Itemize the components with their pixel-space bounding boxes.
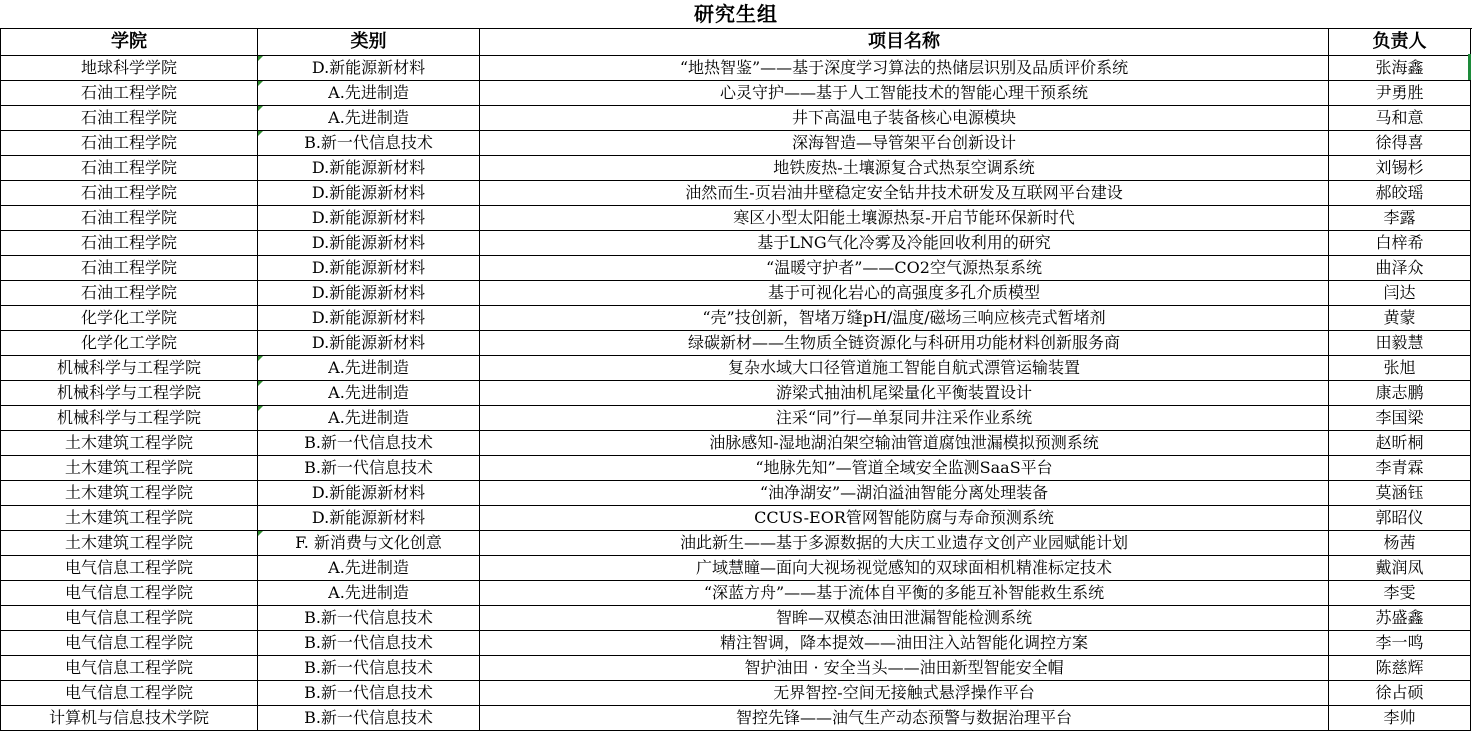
header-project[interactable]: 项目名称	[480, 29, 1329, 56]
cell-category[interactable]: D.新能源新材料	[258, 231, 480, 256]
cell-leader[interactable]: 杨茜	[1329, 531, 1471, 556]
table-row	[1, 656, 1471, 681]
cell-college[interactable]: 石油工程学院	[1, 281, 258, 306]
cell-category[interactable]: D.新能源新材料	[258, 306, 480, 331]
cell-leader[interactable]: 李青霖	[1329, 456, 1471, 481]
cell-project[interactable]: “地热智鉴”——基于深度学习算法的热储层识别及品质评价系统	[480, 56, 1329, 81]
cell-category[interactable]: B.新一代信息技术	[258, 631, 480, 656]
sheet-title: 研究生组	[0, 0, 1472, 29]
cell-college[interactable]: 机械科学与工程学院	[1, 406, 258, 431]
cell-project[interactable]: 井下高温电子装备核心电源模块	[480, 106, 1329, 131]
table-row	[1, 131, 1471, 156]
cell-project[interactable]: 油脉感知-湿地湖泊架空输油管道腐蚀泄漏模拟预测系统	[480, 431, 1329, 456]
cell-college[interactable]: 土木建筑工程学院	[1, 506, 258, 531]
cell-category[interactable]: B.新一代信息技术	[258, 656, 480, 681]
cell-category[interactable]: A.先进制造	[258, 556, 480, 581]
table-row	[1, 156, 1471, 181]
table-row	[1, 81, 1471, 106]
cell-project[interactable]: “壳”技创新，智堵万缝pH/温度/磁场三响应核壳式暂堵剂	[480, 306, 1329, 331]
cell-project[interactable]: 注采“同”行—单泵同井注采作业系统	[480, 406, 1329, 431]
cell-category[interactable]: D.新能源新材料	[258, 331, 480, 356]
cell-leader[interactable]: 莫涵钰	[1329, 481, 1471, 506]
table-row	[1, 206, 1471, 231]
cell-project[interactable]: 复杂水域大口径管道施工智能自航式漂管运输装置	[480, 356, 1329, 381]
cell-leader[interactable]: 赵昕桐	[1329, 431, 1471, 456]
cell-project[interactable]: 无界智控-空间无接触式悬浮操作平台	[480, 681, 1329, 706]
cell-college[interactable]: 计算机与信息技术学院	[1, 706, 258, 731]
table-row	[1, 456, 1471, 481]
cell-project[interactable]: 深海智造—导管架平台创新设计	[480, 131, 1329, 156]
cell-college[interactable]: 石油工程学院	[1, 181, 258, 206]
cell-category[interactable]: D.新能源新材料	[258, 56, 480, 81]
cell-leader[interactable]: 李帅	[1329, 706, 1471, 731]
cell-category[interactable]: B.新一代信息技术	[258, 431, 480, 456]
table-row	[1, 531, 1471, 556]
cell-category[interactable]: A.先进制造	[258, 406, 480, 431]
table-row	[1, 481, 1471, 506]
cell-project[interactable]: “油净湖安”—湖泊溢油智能分离处理装备	[480, 481, 1329, 506]
cell-college[interactable]: 土木建筑工程学院	[1, 456, 258, 481]
cell-category[interactable]: B.新一代信息技术	[258, 706, 480, 731]
cell-college[interactable]: 电气信息工程学院	[1, 631, 258, 656]
cell-college[interactable]: 机械科学与工程学院	[1, 381, 258, 406]
cell-category[interactable]: B.新一代信息技术	[258, 681, 480, 706]
cell-leader[interactable]: 郝皎瑶	[1329, 181, 1471, 206]
cell-college[interactable]: 电气信息工程学院	[1, 656, 258, 681]
cell-project[interactable]: 智眸—双模态油田泄漏智能检测系统	[480, 606, 1329, 631]
cell-category[interactable]: D.新能源新材料	[258, 206, 480, 231]
cell-category[interactable]: D.新能源新材料	[258, 181, 480, 206]
cell-leader[interactable]: 陈慈辉	[1329, 656, 1471, 681]
table-row	[1, 681, 1471, 706]
cell-project[interactable]: 游梁式抽油机尾梁量化平衡装置设计	[480, 381, 1329, 406]
cell-leader[interactable]: 曲泽众	[1329, 256, 1471, 281]
cell-category[interactable]: D.新能源新材料	[258, 156, 480, 181]
cell-project[interactable]: 油此新生——基于多源数据的大庆工业遗存文创产业园赋能计划	[480, 531, 1329, 556]
table-row	[1, 181, 1471, 206]
cell-category[interactable]: A.先进制造	[258, 356, 480, 381]
table-row	[1, 231, 1471, 256]
cell-leader[interactable]: 徐占硕	[1329, 681, 1471, 706]
cell-leader[interactable]: 李雯	[1329, 581, 1471, 606]
table-row	[1, 306, 1471, 331]
cell-project[interactable]: 寒区小型太阳能土壤源热泵-开启节能环保新时代	[480, 206, 1329, 231]
cell-leader[interactable]: 徐得喜	[1329, 131, 1471, 156]
cell-category[interactable]: A.先进制造	[258, 81, 480, 106]
cell-college[interactable]: 机械科学与工程学院	[1, 356, 258, 381]
cell-leader[interactable]: 马和意	[1329, 106, 1471, 131]
active-cell-edge	[1468, 54, 1471, 80]
cell-project[interactable]: 基于LNG气化冷雾及冷能回收利用的研究	[480, 231, 1329, 256]
cell-leader[interactable]: 李国梁	[1329, 406, 1471, 431]
cell-college[interactable]: 化学化工学院	[1, 306, 258, 331]
cell-college[interactable]: 电气信息工程学院	[1, 556, 258, 581]
cell-college[interactable]: 石油工程学院	[1, 131, 258, 156]
header-row	[1, 29, 1471, 56]
cell-project[interactable]: “深蓝方舟”——基于流体自平衡的多能互补智能救生系统	[480, 581, 1329, 606]
cell-leader[interactable]: 李一鸣	[1329, 631, 1471, 656]
cell-college[interactable]: 石油工程学院	[1, 156, 258, 181]
cell-college[interactable]: 土木建筑工程学院	[1, 531, 258, 556]
cell-category[interactable]: B.新一代信息技术	[258, 456, 480, 481]
cell-leader[interactable]: 郭昭仪	[1329, 506, 1471, 531]
cell-category[interactable]: F. 新消费与文化创意	[258, 531, 480, 556]
cell-project[interactable]: 广域慧瞳—面向大视场视觉感知的双球面相机精准标定技术	[480, 556, 1329, 581]
cell-category[interactable]: D.新能源新材料	[258, 506, 480, 531]
table-row	[1, 356, 1471, 381]
cell-category[interactable]: A.先进制造	[258, 106, 480, 131]
cell-project[interactable]: “地脉先知”—管道全域安全监测SaaS平台	[480, 456, 1329, 481]
cell-college[interactable]: 电气信息工程学院	[1, 606, 258, 631]
table-row	[1, 606, 1471, 631]
cell-project[interactable]: 智控先锋——油气生产动态预警与数据治理平台	[480, 706, 1329, 731]
cell-college[interactable]: 石油工程学院	[1, 256, 258, 281]
cell-project[interactable]: 精注智调，降本提效——油田注入站智能化调控方案	[480, 631, 1329, 656]
table-row	[1, 506, 1471, 531]
cell-category[interactable]: B.新一代信息技术	[258, 606, 480, 631]
table-row	[1, 256, 1471, 281]
cell-leader[interactable]: 康志鹏	[1329, 381, 1471, 406]
table-row	[1, 631, 1471, 656]
table-body	[1, 56, 1471, 731]
cell-college[interactable]: 石油工程学院	[1, 206, 258, 231]
cell-college[interactable]: 地球科学学院	[1, 56, 258, 81]
cell-college[interactable]: 土木建筑工程学院	[1, 431, 258, 456]
cell-college[interactable]: 化学化工学院	[1, 331, 258, 356]
cell-leader[interactable]: 田毅慧	[1329, 331, 1471, 356]
cell-leader[interactable]: 白梓希	[1329, 231, 1471, 256]
cell-leader[interactable]: 闫达	[1329, 281, 1471, 306]
cell-leader[interactable]: 张海鑫	[1329, 56, 1471, 81]
cell-category[interactable]: D.新能源新材料	[258, 481, 480, 506]
header-college[interactable]: 学院	[1, 29, 258, 56]
table-row	[1, 106, 1471, 131]
cell-project[interactable]: 心灵守护——基于人工智能技术的智能心理干预系统	[480, 81, 1329, 106]
cell-leader[interactable]: 刘锡杉	[1329, 156, 1471, 181]
table-row	[1, 431, 1471, 456]
cell-college[interactable]: 石油工程学院	[1, 106, 258, 131]
cell-college[interactable]: 石油工程学院	[1, 231, 258, 256]
table-row	[1, 56, 1471, 81]
cell-category[interactable]: B.新一代信息技术	[258, 131, 480, 156]
cell-category[interactable]: D.新能源新材料	[258, 281, 480, 306]
cell-project[interactable]: 智护油田 · 安全当头——油田新型智能安全帽	[480, 656, 1329, 681]
table-row	[1, 556, 1471, 581]
header-category[interactable]: 类别	[258, 29, 480, 56]
cell-project[interactable]: 基于可视化岩心的高强度多孔介质模型	[480, 281, 1329, 306]
cell-project[interactable]: 油然而生-页岩油井壁稳定安全钻井技术研发及互联网平台建设	[480, 181, 1329, 206]
cell-leader[interactable]: 黄蒙	[1329, 306, 1471, 331]
cell-leader[interactable]: 李露	[1329, 206, 1471, 231]
cell-leader[interactable]: 苏盛鑫	[1329, 606, 1471, 631]
table-row	[1, 381, 1471, 406]
cell-project[interactable]: CCUS-EOR管网智能防腐与寿命预测系统	[480, 506, 1329, 531]
cell-leader[interactable]: 戴润凤	[1329, 556, 1471, 581]
projects-table	[0, 28, 1471, 731]
cell-category[interactable]: D.新能源新材料	[258, 256, 480, 281]
cell-college[interactable]: 石油工程学院	[1, 81, 258, 106]
table-row	[1, 406, 1471, 431]
cell-leader[interactable]: 尹勇胜	[1329, 81, 1471, 106]
table-row	[1, 331, 1471, 356]
cell-college[interactable]: 电气信息工程学院	[1, 681, 258, 706]
cell-category[interactable]: A.先进制造	[258, 381, 480, 406]
cell-project[interactable]: 地铁废热-土壤源复合式热泵空调系统	[480, 156, 1329, 181]
cell-college[interactable]: 土木建筑工程学院	[1, 481, 258, 506]
table-row	[1, 281, 1471, 306]
cell-project[interactable]: “温暖守护者”——CO2空气源热泵系统	[480, 256, 1329, 281]
cell-category[interactable]: A.先进制造	[258, 581, 480, 606]
cell-leader[interactable]: 张旭	[1329, 356, 1471, 381]
header-leader[interactable]: 负责人	[1329, 29, 1471, 56]
cell-project[interactable]: 绿碳新材——生物质全链资源化与科研用功能材料创新服务商	[480, 331, 1329, 356]
table-row	[1, 581, 1471, 606]
table-row	[1, 706, 1471, 731]
cell-college[interactable]: 电气信息工程学院	[1, 581, 258, 606]
